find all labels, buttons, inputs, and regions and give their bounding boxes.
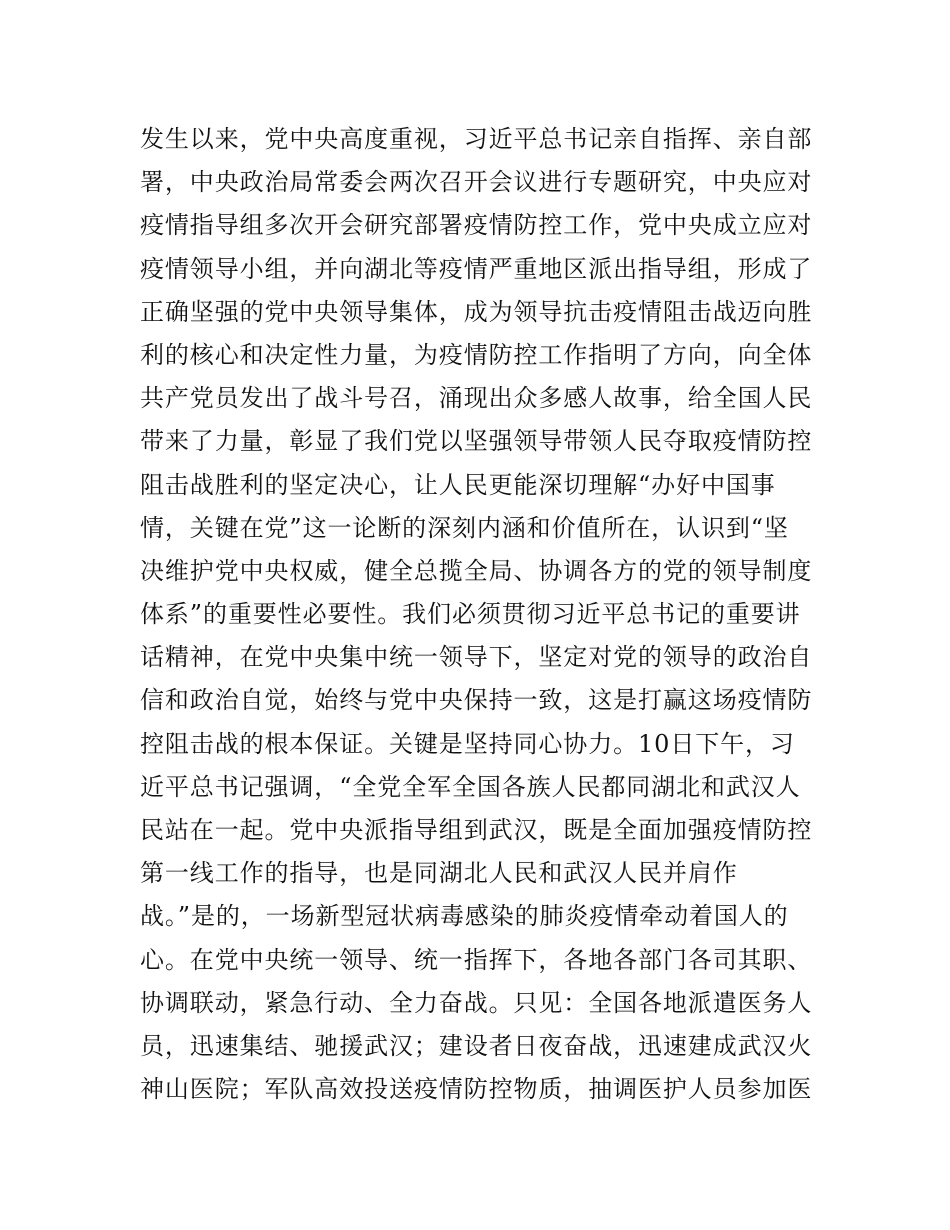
text-line: 阻击战胜利的坚定决心，让人民更能深切理解“办好中国事: [140, 470, 776, 499]
text-line: 近平总书记强调，“全党全军全国各族人民都同湖北和武汉人: [140, 772, 801, 801]
text-line: 发生以来，党中央高度重视，习近平总书记亲自指挥、亲自部: [140, 125, 813, 153]
text-line: 疫情指导组多次开会研究部署疫情防控工作，党中央成立应对: [140, 211, 813, 240]
text-line: 协调联动，紧急行动、全力奋战。只见：全国各地派遣医务人: [140, 988, 813, 1017]
text-line: 疫情领导小组，并向湖北等疫情严重地区派出指导组，形成了: [140, 254, 813, 283]
text-line: 第一线工作的指导，也是同湖北人民和武汉人民并肩作: [140, 859, 738, 888]
text-line: 决维护党中央权威，健全总揽全局、协调各方的党的领导制度: [140, 556, 813, 585]
text-line: 共产党员发出了战斗号召，涌现出众多感人故事，给全国人民: [140, 384, 813, 413]
text-line: 署，中央政治局常委会两次召开会议进行专题研究，中央应对: [140, 168, 813, 197]
text-line: 话精神，在党中央集中统一领导下，坚定对党的领导的政治自: [140, 643, 813, 672]
text-line: 带来了力量，彰显了我们党以坚强领导带领人民夺取疫情防控: [140, 427, 813, 456]
text-line: 情，关键在党”这一论断的深刻内涵和价值所在，认识到“坚: [140, 513, 789, 542]
text-line: 信和政治自觉，始终与党中央保持一致，这是打赢这场疫情防: [140, 686, 813, 715]
text-line: 正确坚强的党中央领导集体，成为领导抗击疫情阻击战迈向胜: [140, 297, 813, 326]
text-line: 利的核心和决定性力量，为疫情防控工作指明了方向，向全体: [140, 340, 813, 369]
text-line: 战。”是的，一场新型冠状病毒感染的肺炎疫情牵动着国人的: [140, 902, 789, 931]
text-line: 心。在党中央统一领导、统一指挥下，各地各部门各司其职、: [140, 945, 813, 974]
text-line: 控阻击战的根本保证。关键是坚持同心协力。10日下午，习: [140, 729, 795, 758]
body-text: [140, 118, 820, 1111]
text-line: 神山医院；军队高效投送疫情防控物质，抽调医护人员参加医: [140, 1075, 813, 1104]
text-line: 民站在一起。党中央派指导组到武汉，既是全面加强疫情防控: [140, 816, 813, 844]
text-line: 员，迅速集结、驰援武汉；建设者日夜奋战，迅速建成武汉火: [140, 1031, 813, 1060]
text-line: 体系”的重要性必要性。我们必须贯彻习近平总书记的重要讲: [140, 600, 801, 629]
